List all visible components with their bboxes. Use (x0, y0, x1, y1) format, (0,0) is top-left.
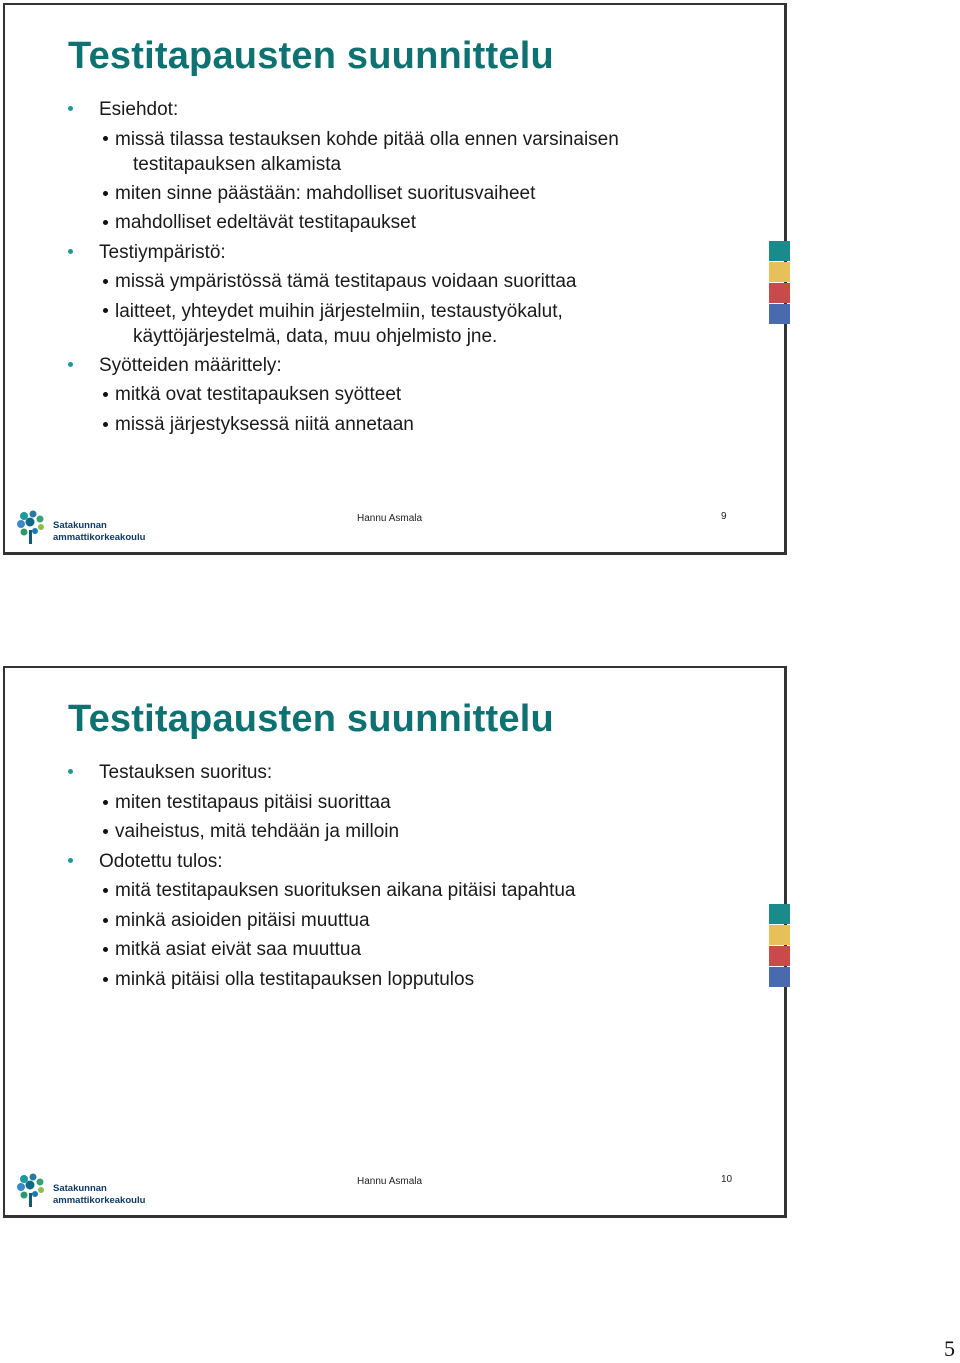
list-item: mitä testitapauksen suorituksen aikana pitäisi tapahtua (68, 876, 744, 906)
slide-title: Testitapausten suunnittelu (68, 35, 554, 77)
list-item: missä tilassa testauksen kohde pitää olla ennen varsinaisen testitapauksen alkamista (68, 127, 744, 177)
bullet-icon (68, 106, 73, 111)
slide-content (68, 758, 744, 994)
school-logo (15, 1173, 155, 1213)
bullet-icon (103, 220, 108, 225)
bullet-icon (103, 136, 108, 141)
logo-line1: Satakunnan (53, 1183, 107, 1194)
footer-page-number: 9 (721, 511, 727, 522)
stripe-yellow (769, 925, 790, 945)
footer-author: Hannu Asmala (357, 1176, 423, 1187)
slide-title: Testitapausten suunnittelu (68, 698, 554, 740)
color-stripes (769, 904, 790, 988)
stripe-blue (769, 967, 790, 987)
logo-line2: ammattikorkeakoulu (53, 532, 146, 543)
stripe-teal (769, 904, 790, 924)
bullet-icon (68, 249, 73, 254)
section-heading: Esiehdot: (68, 95, 744, 125)
bullet-icon (103, 829, 108, 834)
stripe-yellow (769, 262, 790, 282)
list-item: miten testitapaus pitäisi suorittaa (68, 788, 744, 818)
list-item: minkä asioiden pitäisi muuttua (68, 906, 744, 936)
list-item: missä järjestyksessä niitä annetaan (68, 410, 744, 440)
tree-logo-icon (15, 1173, 49, 1209)
list-item: minkä pitäisi olla testitapauksen lopputulos (68, 965, 744, 995)
list-item: miten sinne päästään: mahdolliset suoritusvaiheet (68, 179, 744, 209)
slide-9 (3, 3, 787, 555)
list-item: missä ympäristössä tämä testitapaus voidaan suorittaa (68, 267, 744, 297)
school-logo (15, 510, 155, 550)
bullet-icon (68, 858, 73, 863)
section-heading: Testauksen suoritus: (68, 758, 744, 788)
section-heading: Odotettu tulos: (68, 847, 744, 877)
stripe-red (769, 946, 790, 966)
tree-logo-icon (15, 510, 49, 546)
list-item: mahdolliset edeltävät testitapaukset (68, 208, 744, 238)
bullet-icon (103, 977, 108, 982)
bullet-icon (68, 362, 73, 367)
stripe-red (769, 283, 790, 303)
list-item: laitteet, yhteydet muihin järjestelmiin, testaustyökalut, käyttöjärjestelmä, data, muu ohjelmisto jne. (68, 299, 744, 349)
document-page-number: 5 (944, 1336, 955, 1361)
logo-line1: Satakunnan (53, 520, 107, 531)
bullet-icon (103, 279, 108, 284)
bullet-icon (103, 308, 108, 313)
list-item: mitkä ovat testitapauksen syötteet (68, 380, 744, 410)
footer-page-number: 10 (721, 1174, 733, 1185)
section-heading: Syötteiden määrittely: (68, 351, 744, 381)
footer-author: Hannu Asmala (357, 513, 423, 524)
bullet-icon (103, 918, 108, 923)
logo-line2: ammattikorkeakoulu (53, 1195, 146, 1206)
stripe-blue (769, 304, 790, 324)
bullet-icon (103, 191, 108, 196)
bullet-icon (103, 800, 108, 805)
bullet-icon (103, 392, 108, 397)
stripe-teal (769, 241, 790, 261)
bullet-icon (103, 888, 108, 893)
bullet-icon (103, 947, 108, 952)
bullet-icon (103, 422, 108, 427)
section-heading: Testiympäristö: (68, 238, 744, 268)
slide-content (68, 95, 744, 439)
slide-10 (3, 666, 787, 1218)
list-item: vaiheistus, mitä tehdään ja milloin (68, 817, 744, 847)
bullet-icon (68, 769, 73, 774)
list-item: mitkä asiat eivät saa muuttua (68, 935, 744, 965)
color-stripes (769, 241, 790, 325)
